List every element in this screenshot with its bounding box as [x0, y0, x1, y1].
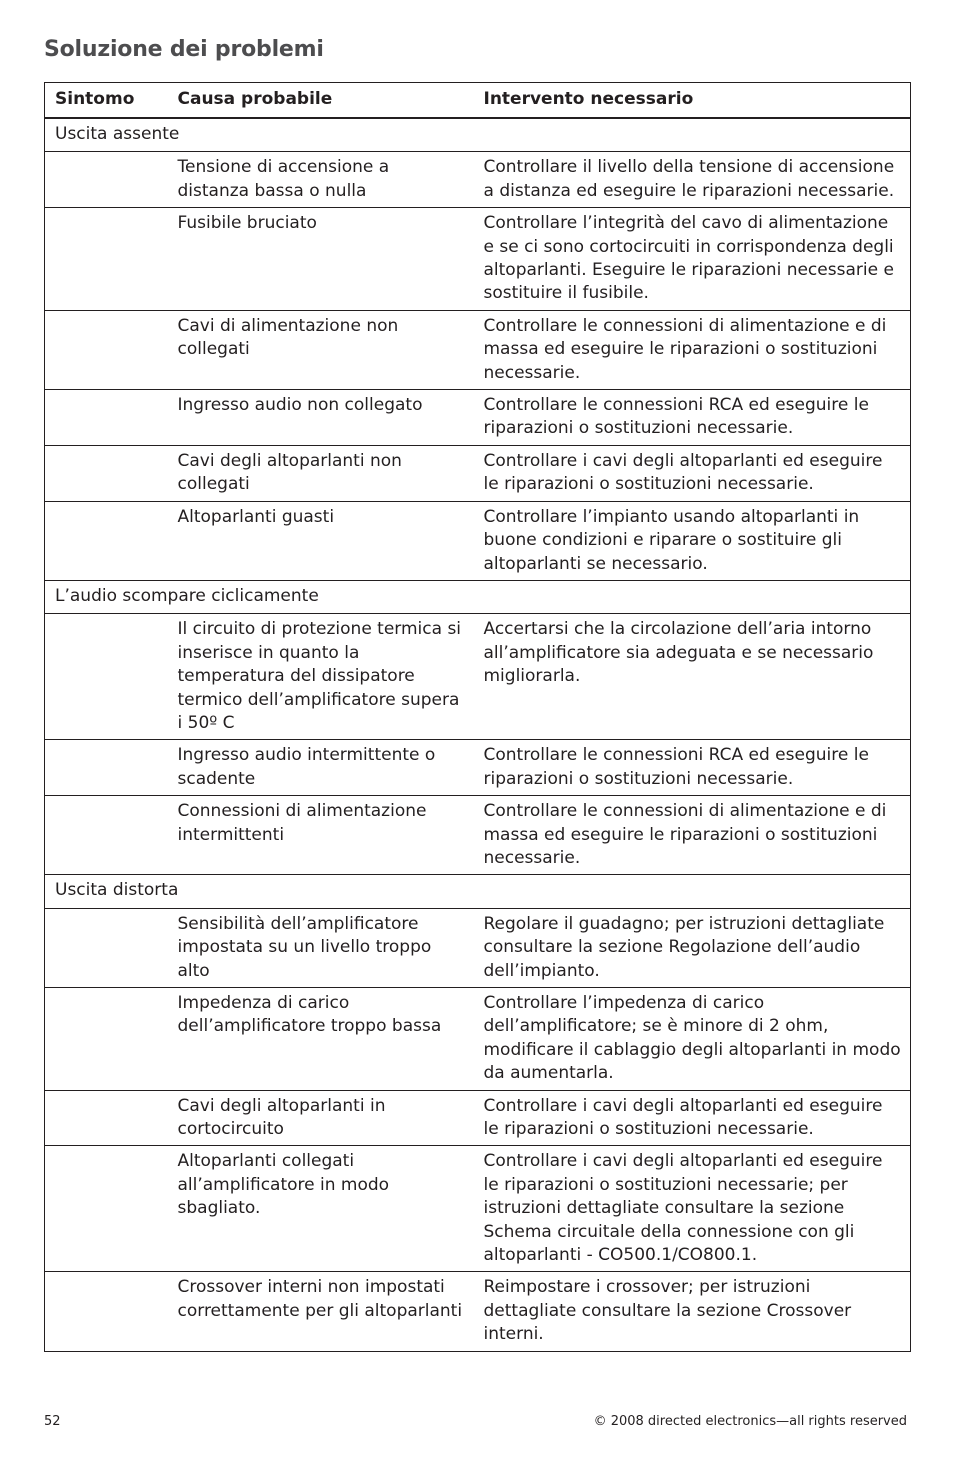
table-row [45, 1090, 911, 1146]
table-row [45, 208, 911, 311]
symptom-empty-cell [45, 445, 168, 501]
action-cell: Regolare il guadagno; per istruzioni dettagliate consultare la sezione Regolazione dell’audio dell’impianto. [474, 908, 911, 987]
symptom-empty-cell [45, 1146, 168, 1272]
action-cell: Controllare le connessioni di alimentazione e di massa ed eseguire le riparazioni o sostituzioni necessarie. [474, 796, 911, 875]
table-row [45, 1272, 911, 1351]
symptom-empty-cell [45, 152, 168, 208]
page-number: 52 [44, 1414, 61, 1429]
copyright-notice: © 2008 directed electronics—all rights reserved [593, 1414, 907, 1429]
table-row [45, 614, 911, 740]
table-row [45, 796, 911, 875]
cause-cell: Il circuito di protezione termica si inserisce in quanto la temperatura del dissipatore termico dell’amplificatore supera i 50º C [168, 614, 474, 740]
action-cell: Controllare i cavi degli altoparlanti ed eseguire le riparazioni o sostituzioni necessarie. [474, 1090, 911, 1146]
cause-cell: Altoparlanti guasti [168, 501, 474, 580]
cause-cell: Ingresso audio intermittente o scadente [168, 740, 474, 796]
table-row [45, 908, 911, 987]
column-header-symptom: Sintomo [45, 83, 168, 119]
action-cell: Controllare l’integrità del cavo di alimentazione e se ci sono cortocircuiti in corrispondenza degli altoparlanti. Eseguire le riparazioni necessarie e sostituire il fusibile. [474, 208, 911, 311]
table-header-row [45, 83, 911, 119]
table-row [45, 1146, 911, 1272]
cause-cell: Connessioni di alimentazione intermittenti [168, 796, 474, 875]
action-cell: Controllare il livello della tensione di accensione a distanza ed eseguire le riparazioni necessarie. [474, 152, 911, 208]
symptom-empty-cell [45, 1090, 168, 1146]
symptom-empty-cell [45, 740, 168, 796]
cause-cell: Cavi di alimentazione non collegati [168, 310, 474, 389]
table-row [45, 988, 911, 1091]
symptom-row [45, 580, 911, 613]
symptom-empty-cell [45, 390, 168, 446]
cause-cell: Cavi degli altoparlanti non collegati [168, 445, 474, 501]
action-cell: Controllare le connessioni RCA ed eseguire le riparazioni o sostituzioni necessarie. [474, 390, 911, 446]
symptom-empty-cell [45, 501, 168, 580]
action-cell: Controllare le connessioni di alimentazione e di massa ed eseguire le riparazioni o sostituzioni necessarie. [474, 310, 911, 389]
action-cell: Controllare le connessioni RCA ed eseguire le riparazioni o sostituzioni necessarie. [474, 740, 911, 796]
symptom-row [45, 118, 911, 152]
action-cell: Controllare l’impianto usando altoparlanti in buone condizioni e riparare o sostituire gli altoparlanti se necessario. [474, 501, 911, 580]
table-row [45, 152, 911, 208]
symptom-cell: Uscita assente [45, 118, 911, 152]
symptom-empty-cell [45, 988, 168, 1091]
table-row [45, 445, 911, 501]
symptom-cell: L’audio scompare ciclicamente [45, 580, 911, 613]
action-cell: Reimpostare i crossover; per istruzioni dettagliate consultare la sezione Crossover interni. [474, 1272, 911, 1351]
column-header-cause: Causa probabile [168, 83, 474, 119]
table-row [45, 390, 911, 446]
table-row [45, 501, 911, 580]
symptom-empty-cell [45, 310, 168, 389]
symptom-cell: Uscita distorta [45, 875, 911, 908]
troubleshooting-table [44, 82, 911, 1352]
action-cell: Accertarsi che la circolazione dell’aria intorno all’amplificatore sia adeguata e se necessario migliorarla. [474, 614, 911, 740]
cause-cell: Ingresso audio non collegato [168, 390, 474, 446]
cause-cell: Crossover interni non impostati correttamente per gli altoparlanti [168, 1272, 474, 1351]
action-cell: Controllare l’impedenza di carico dell’amplificatore; se è minore di 2 ohm, modificare il cablaggio degli altoparlanti in modo da aumentarla. [474, 988, 911, 1091]
cause-cell: Fusibile bruciato [168, 208, 474, 311]
cause-cell: Sensibilità dell’amplificatore impostata su un livello troppo alto [168, 908, 474, 987]
page-title: Soluzione dei problemi [44, 37, 324, 62]
symptom-empty-cell [45, 796, 168, 875]
symptom-empty-cell [45, 208, 168, 311]
action-cell: Controllare i cavi degli altoparlanti ed eseguire le riparazioni o sostituzioni necessarie. [474, 445, 911, 501]
table-row [45, 310, 911, 389]
cause-cell: Tensione di accensione a distanza bassa o nulla [168, 152, 474, 208]
table-row [45, 740, 911, 796]
symptom-row [45, 875, 911, 908]
cause-cell: Cavi degli altoparlanti in cortocircuito [168, 1090, 474, 1146]
cause-cell: Altoparlanti collegati all’amplificatore in modo sbagliato. [168, 1146, 474, 1272]
symptom-empty-cell [45, 1272, 168, 1351]
column-header-action: Intervento necessario [474, 83, 911, 119]
symptom-empty-cell [45, 908, 168, 987]
symptom-empty-cell [45, 614, 168, 740]
cause-cell: Impedenza di carico dell’amplificatore troppo bassa [168, 988, 474, 1091]
action-cell: Controllare i cavi degli altoparlanti ed eseguire le riparazioni o sostituzioni necessarie; per istruzioni dettagliate consultare la sezione Schema circuitale della connessione con gli altoparlanti - CO500.1/CO800.1. [474, 1146, 911, 1272]
